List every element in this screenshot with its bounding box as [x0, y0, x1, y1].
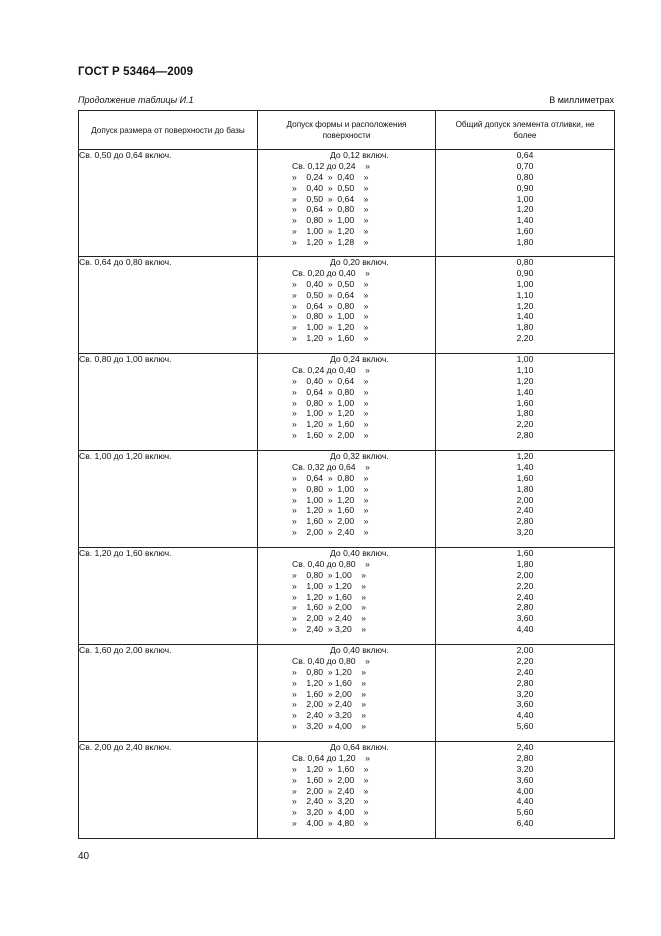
total-tolerance-value: 1,10: [516, 364, 534, 375]
total-tolerance-value: 0,64: [516, 150, 534, 160]
total-tolerance-value: 4,40: [516, 796, 534, 807]
form-tolerance-cell: [258, 150, 436, 257]
total-tolerance-value: 1,40: [516, 215, 534, 226]
form-tolerance-cell: [258, 354, 436, 451]
total-tolerance-value: 1,60: [516, 472, 534, 483]
form-tolerance-range: » 0,64 » 0,80 »: [292, 300, 369, 311]
form-tolerance-range: » 2,00 » 2,40 »: [292, 785, 369, 796]
form-tolerance-range: » 4,00 » 4,80 »: [292, 818, 369, 829]
form-tolerance-range: » 1,00 » 1,20 »: [292, 408, 369, 419]
total-tolerance-value: 3,60: [516, 699, 534, 710]
form-tolerance-range: » 0,80 » 1,00 »: [292, 311, 369, 322]
total-tolerance-value: 3,60: [516, 774, 534, 785]
total-tolerance-value: 2,80: [516, 602, 534, 613]
form-tolerance-range: » 2,00 » 2,40 »: [292, 613, 367, 624]
form-tolerance-range: » 1,00 » 1,20 »: [292, 494, 369, 505]
total-tolerance-value: 4,00: [516, 785, 534, 796]
form-tolerance-range: » 0,64 » 0,80 »: [292, 386, 369, 397]
total-tolerance-value: 2,00: [516, 494, 534, 505]
form-tolerance-range: » 0,80 » 1,20 »: [292, 666, 367, 677]
form-tolerance-range: Св. 0,64 до 1,20 »: [292, 752, 370, 763]
form-tolerance-range: » 2,40 » 3,20 »: [292, 796, 369, 807]
form-tolerance-range: » 0,50 » 0,64 »: [292, 289, 369, 300]
total-tolerance-value: 3,20: [516, 763, 534, 774]
total-tolerance-value: 1,20: [516, 451, 534, 461]
form-tolerance-range: До 0,40 включ.: [330, 548, 389, 558]
form-tolerance-range: » 0,40 » 0,50 »: [292, 278, 369, 289]
total-tolerance-cell: [436, 742, 615, 839]
total-tolerance-value: 1,60: [516, 397, 534, 408]
form-tolerance-range: » 0,80 » 1,00 »: [292, 215, 369, 226]
form-tolerance-range: » 3,20 » 4,00 »: [292, 721, 367, 732]
total-tolerance-value: 2,00: [516, 569, 534, 580]
total-tolerance-value: 5,60: [516, 721, 534, 732]
form-tolerance-range: » 1,20 » 1,60 »: [292, 763, 369, 774]
form-tolerance-range: » 0,40 » 0,50 »: [292, 182, 369, 193]
size-tolerance-cell: Св. 0,64 до 0,80 включ.: [79, 257, 258, 354]
total-tolerance-value: 2,40: [516, 742, 534, 752]
total-tolerance-value: 1,80: [516, 483, 534, 494]
form-tolerance-range: Св. 0,40 до 0,80 »: [292, 655, 370, 666]
form-tolerance-range: » 1,60 » 2,00 »: [292, 774, 369, 785]
total-tolerance-value: 1,80: [516, 558, 534, 569]
column-header-form-tolerance: Допуск формы и расположения поверхности: [258, 111, 436, 150]
form-tolerance-range: » 2,40 » 3,20 »: [292, 624, 367, 635]
form-tolerance-range: Св. 0,40 до 0,80 »: [292, 558, 370, 569]
total-tolerance-value: 1,80: [516, 322, 534, 333]
total-tolerance-value: 1,00: [516, 278, 534, 289]
form-tolerance-range: До 0,32 включ.: [330, 451, 389, 461]
total-tolerance-value: 2,20: [516, 580, 534, 591]
total-tolerance-value: 1,20: [516, 300, 534, 311]
column-header-size-tolerance: Допуск размера от поверхности до базы: [79, 111, 258, 150]
form-tolerance-range: До 0,64 включ.: [330, 742, 389, 752]
form-tolerance-cell: [258, 451, 436, 548]
tolerance-table: [78, 110, 615, 839]
total-tolerance-value: 2,40: [516, 666, 534, 677]
size-tolerance-cell: Св. 0,50 до 0,64 включ.: [79, 150, 258, 257]
total-tolerance-value: 1,80: [516, 408, 534, 419]
form-tolerance-cell: [258, 742, 436, 839]
size-tolerance-cell: Св. 1,00 до 1,20 включ.: [79, 451, 258, 548]
form-tolerance-range: » 0,80 » 1,00 »: [292, 397, 369, 408]
total-tolerance-value: 1,10: [516, 289, 534, 300]
total-tolerance-value: 1,40: [516, 461, 534, 472]
form-tolerance-range: » 1,60 » 2,00 »: [292, 688, 367, 699]
table-row: [79, 451, 615, 548]
form-tolerance-range: » 1,20 » 1,28 »: [292, 237, 369, 248]
document-title: ГОСТ Р 53464—2009: [78, 66, 194, 78]
form-tolerance-range: » 1,00 » 1,20 »: [292, 226, 369, 237]
size-tolerance-cell: Св. 1,20 до 1,60 включ.: [79, 548, 258, 645]
total-tolerance-value: 2,80: [516, 516, 534, 527]
total-tolerance-value: 2,80: [516, 677, 534, 688]
total-tolerance-cell: [436, 451, 615, 548]
form-tolerance-range: » 1,60 » 2,00 »: [292, 602, 367, 613]
table-row: [79, 548, 615, 645]
form-tolerance-range: Св. 0,32 до 0,64 »: [292, 461, 370, 472]
table-row: [79, 742, 615, 839]
form-tolerance-range: » 0,64 » 0,80 »: [292, 472, 369, 483]
table-row: [79, 150, 615, 257]
total-tolerance-value: 1,00: [516, 193, 534, 204]
total-tolerance-value: 1,40: [516, 386, 534, 397]
form-tolerance-range: » 1,60 » 2,00 »: [292, 430, 369, 441]
form-tolerance-range: До 0,40 включ.: [330, 645, 389, 655]
total-tolerance-value: 2,80: [516, 430, 534, 441]
form-tolerance-range: » 0,64 » 0,80 »: [292, 204, 369, 215]
total-tolerance-value: 1,20: [516, 204, 534, 215]
form-tolerance-range: » 1,20 » 1,60 »: [292, 505, 369, 516]
form-tolerance-range: » 1,00 » 1,20 »: [292, 322, 369, 333]
total-tolerance-value: 6,40: [516, 818, 534, 829]
total-tolerance-value: 1,20: [516, 375, 534, 386]
form-tolerance-range: » 0,40 » 0,64 »: [292, 375, 369, 386]
total-tolerance-value: 1,40: [516, 311, 534, 322]
form-tolerance-cell: [258, 548, 436, 645]
total-tolerance-value: 4,40: [516, 710, 534, 721]
units-note: В миллиметрах: [549, 95, 614, 105]
total-tolerance-value: 4,40: [516, 624, 534, 635]
total-tolerance-cell: [436, 257, 615, 354]
form-tolerance-range: » 1,20 » 1,60 »: [292, 333, 369, 344]
table-row: [79, 354, 615, 451]
total-tolerance-value: 2,20: [516, 655, 534, 666]
total-tolerance-cell: [436, 645, 615, 742]
form-tolerance-range: » 1,20 » 1,60 »: [292, 677, 367, 688]
total-tolerance-value: 3,60: [516, 613, 534, 624]
form-tolerance-cell: [258, 645, 436, 742]
column-header-total-tolerance: Общий допуск элемента отливки, не более: [436, 111, 615, 150]
form-tolerance-cell: [258, 257, 436, 354]
total-tolerance-value: 1,60: [516, 548, 534, 558]
total-tolerance-cell: [436, 150, 615, 257]
form-tolerance-range: » 0,24 » 0,40 »: [292, 171, 369, 182]
size-tolerance-cell: Св. 1,60 до 2,00 включ.: [79, 645, 258, 742]
table-continuation-caption: Продолжение таблицы И.1: [78, 95, 194, 105]
form-tolerance-range: До 0,20 включ.: [330, 257, 389, 267]
form-tolerance-range: » 2,40 » 3,20 »: [292, 710, 367, 721]
table-row: [79, 645, 615, 742]
form-tolerance-range: » 3,20 » 4,00 »: [292, 807, 369, 818]
total-tolerance-value: 0,70: [516, 160, 534, 171]
total-tolerance-value: 3,20: [516, 527, 534, 538]
total-tolerance-value: 2,40: [516, 505, 534, 516]
total-tolerance-value: 1,60: [516, 226, 534, 237]
form-tolerance-range: Св. 0,20 до 0,40 »: [292, 267, 370, 278]
total-tolerance-value: 1,00: [516, 354, 534, 364]
size-tolerance-cell: Св. 2,00 до 2,40 включ.: [79, 742, 258, 839]
form-tolerance-range: » 1,20 » 1,60 »: [292, 591, 367, 602]
total-tolerance-value: 2,20: [516, 419, 534, 430]
total-tolerance-value: 1,80: [516, 237, 534, 248]
total-tolerance-value: 0,90: [516, 182, 534, 193]
total-tolerance-value: 2,40: [516, 591, 534, 602]
table-body: [79, 150, 615, 839]
total-tolerance-value: 0,90: [516, 267, 534, 278]
form-tolerance-range: » 1,60 » 2,00 »: [292, 516, 369, 527]
form-tolerance-range: Св. 0,12 до 0,24 »: [292, 160, 370, 171]
table-row: [79, 257, 615, 354]
table-header: [79, 111, 615, 150]
form-tolerance-range: » 2,00 » 2,40 »: [292, 527, 369, 538]
form-tolerance-range: » 1,20 » 1,60 »: [292, 419, 369, 430]
total-tolerance-value: 5,60: [516, 807, 534, 818]
total-tolerance-value: 2,20: [516, 333, 534, 344]
form-tolerance-range: » 0,80 » 1,00 »: [292, 483, 369, 494]
total-tolerance-value: 3,20: [516, 688, 534, 699]
form-tolerance-range: » 2,00 » 2,40 »: [292, 699, 367, 710]
form-tolerance-range: Св. 0,24 до 0,40 »: [292, 364, 370, 375]
form-tolerance-range: » 1,00 » 1,20 »: [292, 580, 367, 591]
total-tolerance-cell: [436, 354, 615, 451]
form-tolerance-range: До 0,12 включ.: [330, 150, 389, 160]
total-tolerance-value: 2,00: [516, 645, 534, 655]
total-tolerance-value: 0,80: [516, 171, 534, 182]
size-tolerance-cell: Св. 0,80 до 1,00 включ.: [79, 354, 258, 451]
form-tolerance-range: » 0,50 » 0,64 »: [292, 193, 369, 204]
total-tolerance-value: 2,80: [516, 752, 534, 763]
form-tolerance-range: До 0,24 включ.: [330, 354, 389, 364]
form-tolerance-range: » 0,80 » 1,00 »: [292, 569, 367, 580]
total-tolerance-value: 0,80: [516, 257, 534, 267]
total-tolerance-cell: [436, 548, 615, 645]
page-number: 40: [78, 851, 90, 862]
